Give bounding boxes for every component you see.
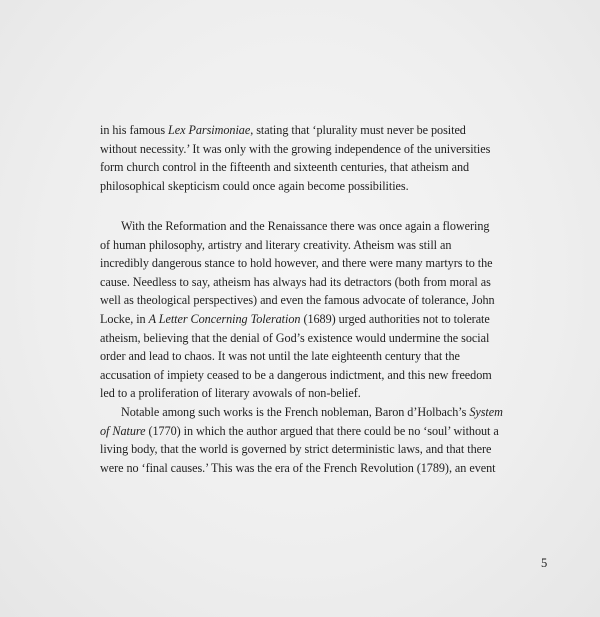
text-line: incredibly dangerous stance to hold however, and there were many martyrs to the bbox=[100, 256, 493, 271]
text-line: well as theological perspectives) and even the famous advocate of tolerance, John bbox=[100, 293, 495, 308]
page-number: 5 bbox=[541, 556, 548, 570]
text-line: form church control in the fifteenth and sixteenth centuries, that atheism and bbox=[100, 160, 470, 175]
text-line: order and lead to chaos. It was not until the late eighteenth century that the bbox=[100, 349, 460, 364]
text-line: atheism, believing that the denial of God’s existence would undermine the social bbox=[100, 330, 490, 345]
text-line: Locke, in A Letter Concerning Toleration (1689) urged authorities not to tolerate bbox=[100, 311, 490, 326]
text-line: Notable among such works is the French nobleman, Baron d’Holbach’s System bbox=[121, 405, 503, 419]
text-line: were no ‘final causes.’ This was the era of the French Revolution (1789), an event bbox=[100, 460, 496, 475]
text-line: of Nature (1770) in which the author argued that there could be no ‘soul’ without a bbox=[100, 423, 499, 438]
paragraph-1 bbox=[100, 121, 520, 195]
text-line: in his famous Lex Parsimoniae, stating that ‘plurality must never be posited bbox=[100, 123, 466, 137]
text-line: without necessity.’ It was only with the growing independence of the universities bbox=[100, 141, 491, 156]
text-line: philosophical skepticism could once again become possibilities. bbox=[100, 178, 409, 193]
text-line: accusation of impiety ceased to be a dangerous indictment, and this new freedom bbox=[100, 367, 492, 382]
text-line: living body, that the world is governed by strict deterministic laws, and that there bbox=[100, 442, 492, 457]
text-line: cause. Needless to say, atheism has always had its detractors (both from moral as bbox=[100, 274, 491, 289]
text-line: of human philosophy, artistry and literary creativity. Atheism was still an bbox=[100, 237, 452, 252]
paragraph-2 bbox=[100, 217, 520, 403]
text-line: led to a proliferation of literary avowals of non-belief. bbox=[100, 386, 361, 401]
text-line: With the Reformation and the Renaissance there was once again a flowering bbox=[121, 219, 490, 233]
paragraph-3 bbox=[100, 403, 520, 477]
